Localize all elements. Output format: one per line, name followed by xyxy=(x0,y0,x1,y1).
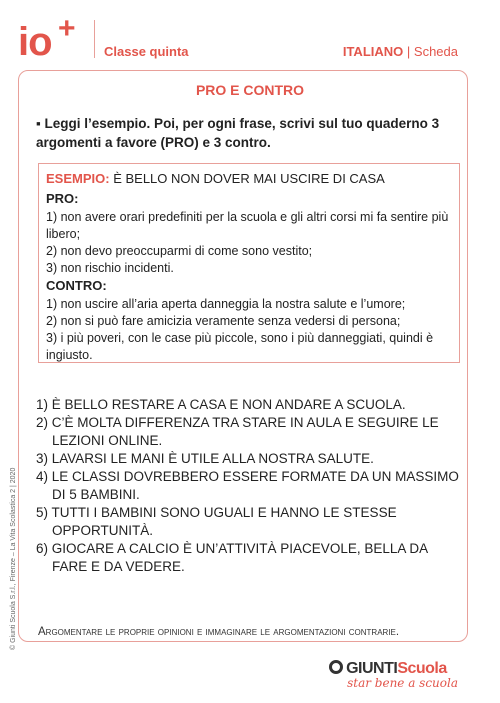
footer-note: Argomentare le proprie opinioni e immaginare le argomentazioni contrarie. xyxy=(38,626,400,638)
sentence-item: 1) È BELLO RESTARE A CASA E NON ANDARE A SCUOLA. xyxy=(36,397,406,412)
subject-header xyxy=(343,44,458,59)
pro-title: PRO: xyxy=(46,191,79,206)
pro-item: 2) non devo preoccuparmi di come sono vestito; xyxy=(46,244,313,258)
sentence-list xyxy=(36,396,464,576)
class-label: Classe quinta xyxy=(104,44,189,59)
pro-list xyxy=(46,209,456,277)
contro-item: 2) non si può fare amicizia veramente senza vedersi di persona; xyxy=(46,314,401,328)
contro-item: 1) non uscire all’aria aperta danneggia la nostra salute e l’umore; xyxy=(46,297,406,311)
brand-tagline: star bene a scuola xyxy=(347,676,458,690)
contro-item: 3) i più poveri, con le case più piccole, sono i più danneggiati, quindi è ingiusto. xyxy=(46,331,434,362)
sentence-item: 4) LE CLASSI DOVREBBERO ESSERE FORMATE DA UN MASSIMO DI 5 BAMBINI. xyxy=(36,469,459,502)
logo-io: io xyxy=(18,20,52,64)
sentence-item: 2) C’È MOLTA DIFFERENZA TRA STARE IN AULA E SEGUIRE LE LEZIONI ONLINE. xyxy=(36,415,439,448)
example-label: ESEMPIO: xyxy=(46,171,110,186)
instruction-text: ▪ Leggi l’esempio. Poi, per ogni frase, scrivi sul tuo quaderno 3 argomenti a favore (PRO) e 3 contro. xyxy=(36,116,440,150)
brand-name-part1: GIUNTI xyxy=(346,660,398,677)
brand-name-part2: Scuola xyxy=(397,660,447,677)
sentence-item: 3) LAVARSI LE MANI È UTILE ALLA NOSTRA SALUTE. xyxy=(36,451,374,466)
example-statement: È BELLO NON DOVER MAI USCIRE DI CASA xyxy=(113,171,385,186)
subject-label: ITALIANO xyxy=(342,44,404,59)
sentence-item: 5) TUTTI I BAMBINI SONO UGUALI E HANNO LE STESSE OPPORTUNITÀ. xyxy=(36,505,397,538)
copyright-credit: © Giunti Scuola S.r.l., Firenze – La Vita Scolastica 2 | 2020 xyxy=(10,467,17,650)
header-separator: | xyxy=(406,44,411,59)
contro-title: CONTRO: xyxy=(46,278,107,293)
brand-logo-icon xyxy=(329,660,343,674)
pro-item: 3) non rischio incidenti. xyxy=(46,261,174,275)
page-title: PRO E CONTRO xyxy=(195,82,305,98)
example-heading xyxy=(46,171,385,186)
sentence-item: 6) GIOCARE A CALCIO È UN’ATTIVITÀ PIACEVOLE, BELLA DA FARE E DA VEDERE. xyxy=(36,541,428,574)
doc-type-label: Scheda xyxy=(413,44,458,59)
contro-list xyxy=(46,296,454,364)
logo-plus: + xyxy=(58,12,76,45)
header-divider xyxy=(94,20,95,58)
publisher-brand xyxy=(329,660,458,690)
pro-item: 1) non avere orari predefiniti per la scuola e gli altri corsi mi fa sentire più libero; xyxy=(46,210,449,241)
